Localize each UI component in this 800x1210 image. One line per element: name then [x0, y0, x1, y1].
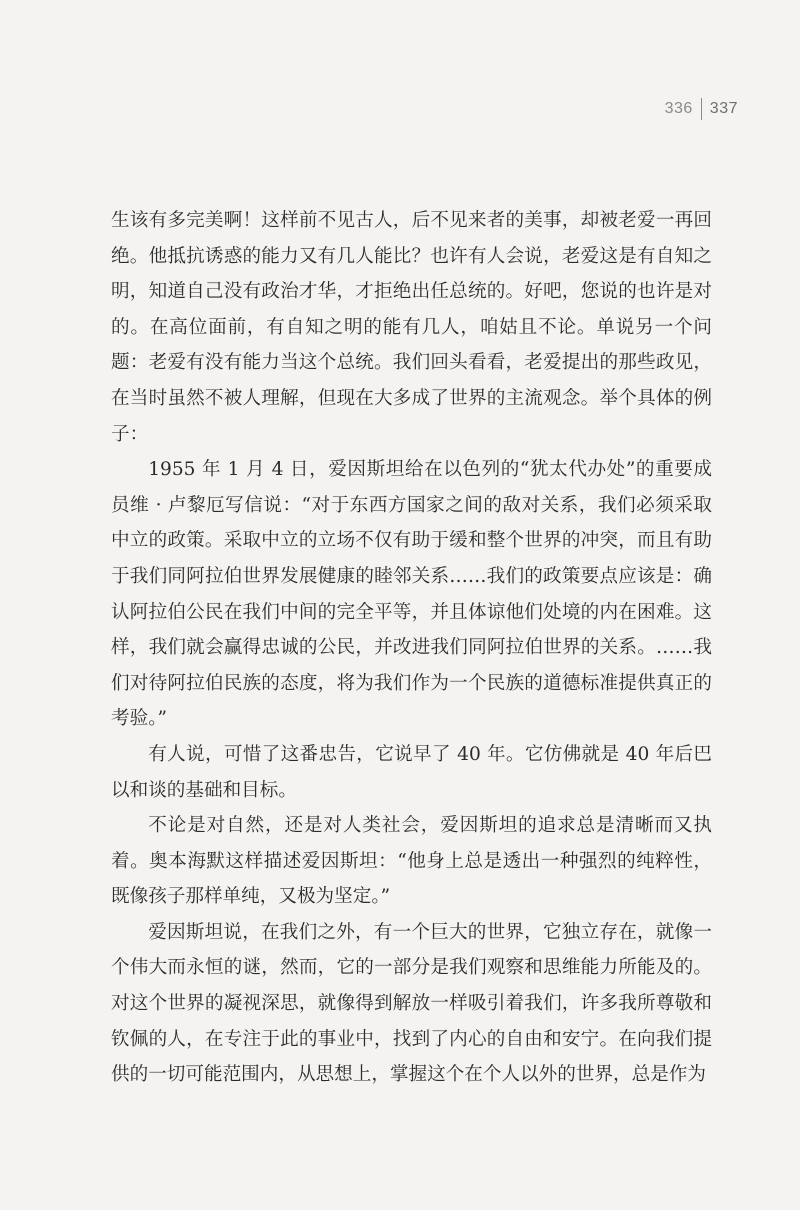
page-header [665, 98, 738, 120]
paragraph-4: 不论是对自然，还是对人类社会，爱因斯坦的追求总是清晰而又执着。奥本海默这样描述爱因斯坦：“他身上总是透出一种强烈的纯粹性，既像孩子那样单纯，又极为坚定。” [111, 815, 712, 908]
page-number-divider [701, 98, 702, 120]
page-number-right: 337 [709, 100, 738, 117]
page-number-left: 336 [664, 100, 693, 117]
paragraph-2: 1955 年 1 月 4 日，爱因斯坦给在以色列的“犹太代办处”的重要成员维 · 卢黎厄写信说：“对于东西方国家之间的敌对关系，我们必须采取中立的政策。采取中立的立场不仅有助于缓和整个世界的冲突，而且有助于我们同阿拉伯世界发展健康的睦邻关系……我们的政策要点应该是：确认阿拉伯公民在我们中间的完全平等，并且体谅他们处境的内在困难。这样，我们就会赢得忠诚的公民，并改进我们同阿拉伯世界的关系。……我们对待阿拉伯民族的态度，将为我们作为一个民族的道德标准提供真正的考验。” [111, 459, 712, 730]
body-text [111, 203, 712, 1093]
paragraph-1: 生该有多完美啊！这样前不见古人，后不见来者的美事，却被老爱一再回绝。他抵抗诱惑的能力又有几人能比？也许有人会说，老爱这是有自知之明，知道自己没有政治才华，才拒绝出任总统的。好吧，您说的也许是对的。在高位面前，有自知之明的能有几人，咱姑且不论。单说另一个问题：老爱有没有能力当这个总统。我们回头看看，老爱提出的那些政见，在当时虽然不被人理解，但现在大多成了世界的主流观念。举个具体的例子： [111, 210, 712, 445]
paragraph-5: 爱因斯坦说，在我们之外，有一个巨大的世界，它独立存在，就像一个伟大而永恒的谜，然而，它的一部分是我们观察和思维能力所能及的。对这个世界的凝视深思，就像得到解放一样吸引着我们，许多我所尊敬和钦佩的人，在专注于此的事业中，找到了内心的自由和安宁。在向我们提供的一切可能范围内，从思想上，掌握这个在个人以外的世界，总是作为 [111, 921, 712, 1086]
paragraph-3: 有人说，可惜了这番忠告，它说早了 40 年。它仿佛就是 40 年后巴以和谈的基础和目标。 [111, 743, 712, 801]
